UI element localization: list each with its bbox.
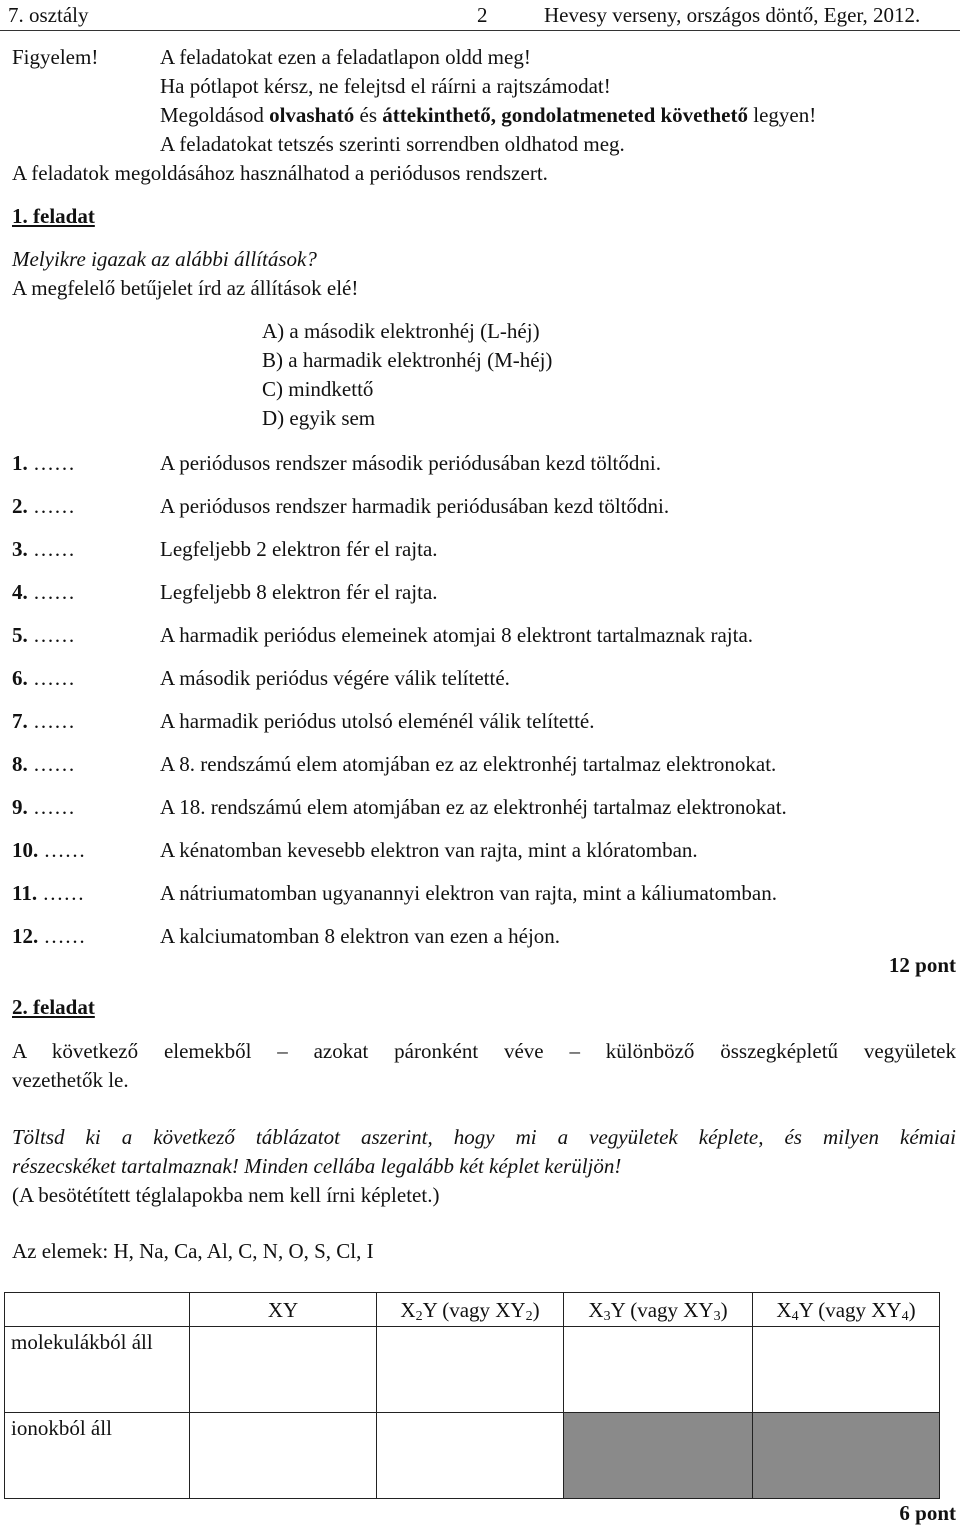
table-header-x3y: $X_3Y$ (vagy $XY_3$)	[564, 1293, 753, 1327]
item-text: A 18. rendszámú elem atomjában ez az elektronhéj tartalmaz elektronokat.	[160, 795, 787, 819]
answer-blank[interactable]: ……	[33, 752, 75, 776]
task2-points: 6 pont	[899, 1501, 956, 1525]
table-row-molecular	[5, 1327, 940, 1413]
table-header-row	[5, 1293, 940, 1327]
item-number: 12. ……	[12, 924, 86, 948]
item-text: A második periódus végére válik telítetté.	[160, 666, 510, 690]
task1-instruction: A megfelelő betűjelet írd az állítások elé!	[12, 276, 359, 300]
answer-blank[interactable]: ……	[33, 666, 75, 690]
item-number: 8. ……	[12, 752, 75, 776]
item-number: 3. ……	[12, 537, 75, 561]
answer-blank[interactable]: ……	[33, 623, 75, 647]
notice-line-4: A feladatokat tetszés szerinti sorrendben oldhatod meg.	[160, 132, 625, 156]
row-label-molecular: molekulákból áll	[5, 1327, 190, 1413]
item-text: A harmadik periódus utolsó eleménél válik telítetté.	[160, 709, 595, 733]
item-text: A periódusos rendszer harmadik periódusában kezd töltődni.	[160, 494, 670, 518]
notice-line-1: A feladatokat ezen a feladatlapon oldd meg!	[160, 45, 531, 69]
item-number: 5. ……	[12, 623, 75, 647]
answer-blank[interactable]: ……	[43, 924, 86, 948]
table-corner-cell	[5, 1293, 190, 1327]
task2-elements: Az elemek: H, Na, Ca, Al, C, N, O, S, Cl, I	[12, 1239, 374, 1263]
row-label-ionic: ionokból áll	[5, 1413, 190, 1499]
item-number: 2. ……	[12, 494, 75, 518]
item-text: A 8. rendszámú elem atomjában ez az elektronhéj tartalmaz elektronokat.	[160, 752, 777, 776]
answer-cell[interactable]	[190, 1413, 377, 1499]
option-b: B) a harmadik elektronhéj (M-héj)	[262, 348, 553, 372]
notice-line-2: Ha pótlapot kérsz, ne felejtsd el ráírni a rajtszámodat!	[160, 74, 611, 98]
item-number: 4. ……	[12, 580, 75, 604]
answer-blank[interactable]: ……	[43, 838, 86, 862]
answer-cell[interactable]	[377, 1327, 564, 1413]
notice-line-5: A feladatok megoldásához használhatod a periódusos rendszert.	[12, 161, 548, 185]
item-number: 7. ……	[12, 709, 75, 733]
answer-blank[interactable]: ……	[33, 537, 75, 561]
shaded-cell	[564, 1413, 753, 1499]
item-number: 9. ……	[12, 795, 75, 819]
option-c: C) mindkettő	[262, 377, 374, 401]
option-a: A) a második elektronhéj (L-héj)	[262, 319, 540, 343]
answer-cell[interactable]	[190, 1327, 377, 1413]
header-page-number: 2	[477, 3, 488, 27]
notice-line-3: Megoldásod olvasható és áttekinthető, gondolatmeneted követhető legyen!	[160, 103, 817, 127]
answer-blank[interactable]: ……	[33, 451, 75, 475]
table-header-x4y: $X_4Y$ (vagy $XY_4$)	[753, 1293, 940, 1327]
task2-intro-line-2: vezethetők le.	[12, 1068, 129, 1092]
item-text: A kalciumatomban 8 elektron van ezen a héjon.	[160, 924, 561, 948]
item-number: 10. ……	[12, 838, 86, 862]
task1-points: 12 pont	[888, 953, 956, 977]
answer-cell[interactable]	[753, 1327, 940, 1413]
task2-note: (A besötétített téglalapokba nem kell írni képletet.)	[12, 1183, 440, 1207]
header-competition: Hevesy verseny, országos döntő, Eger, 2012.	[544, 3, 921, 27]
item-number: 11. ……	[12, 881, 85, 905]
answer-cell[interactable]	[377, 1413, 564, 1499]
task2-instruction-line-2: részecskéket tartalmaznak! Minden cellába legalább két képlet kerüljön!	[12, 1154, 622, 1178]
item-number: 1. ……	[12, 451, 75, 475]
task2-instruction-line-1: Töltsd ki a következő táblázatot aszerint, hogy mi a vegyületek képlete, és milyen kémiai	[12, 1125, 956, 1149]
item-number: 6. ……	[12, 666, 75, 690]
answer-blank[interactable]: ……	[33, 709, 75, 733]
table-row-ionic	[5, 1413, 940, 1499]
notice-label: Figyelem!	[12, 45, 99, 69]
shaded-cell	[753, 1413, 940, 1499]
item-text: Legfeljebb 8 elektron fér el rajta.	[160, 580, 438, 604]
task1-title: 1. feladat	[12, 204, 95, 228]
item-text: A kénatomban kevesebb elektron van rajta, mint a klóratomban.	[160, 838, 698, 862]
compound-table	[4, 1292, 940, 1499]
answer-blank[interactable]: ……	[42, 881, 85, 905]
table-header-xy: XY	[190, 1293, 377, 1327]
answer-blank[interactable]: ……	[33, 494, 75, 518]
answer-cell[interactable]	[564, 1327, 753, 1413]
item-text: A harmadik periódus elemeinek atomjai 8 elektront tartalmaznak rajta.	[160, 623, 754, 647]
task2-intro-line-1: A következő elemekből – azokat páronként véve – különböző összegképletű vegyületek	[12, 1039, 956, 1063]
option-d: D) egyik sem	[262, 406, 376, 430]
task1-question: Melyikre igazak az alábbi állítások?	[12, 247, 317, 271]
item-text: A periódusos rendszer második periódusában kezd töltődni.	[160, 451, 661, 475]
answer-blank[interactable]: ……	[33, 795, 75, 819]
item-text: A nátriumatomban ugyanannyi elektron van rajta, mint a káliumatomban.	[160, 881, 777, 905]
task2-title: 2. feladat	[12, 995, 95, 1019]
item-text: Legfeljebb 2 elektron fér el rajta.	[160, 537, 438, 561]
header-grade: 7. osztály	[8, 3, 89, 27]
table-header-x2y: $X_2Y$ (vagy $XY_2$)	[377, 1293, 564, 1327]
answer-blank[interactable]: ……	[33, 580, 75, 604]
